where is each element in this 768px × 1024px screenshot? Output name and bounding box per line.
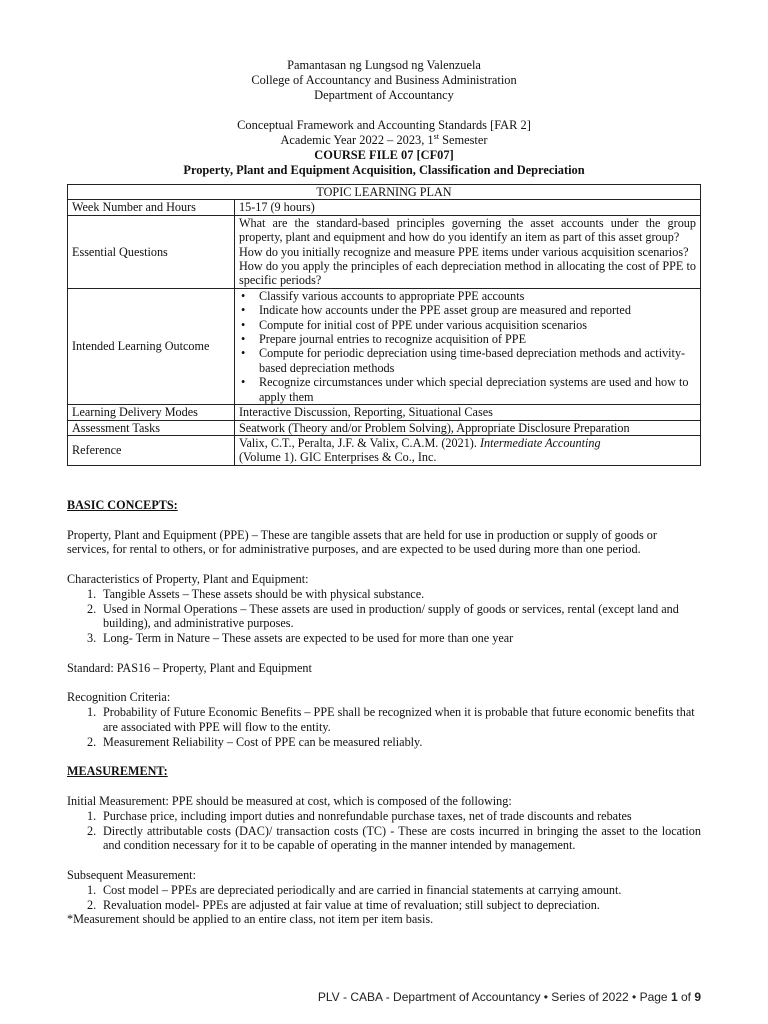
list-item: 2. Revaluation model- PPEs are adjusted at fair value at time of revaluation; still subject to depreciation.	[87, 897, 600, 912]
subsequent-measurement-heading: Subsequent Measurement:	[67, 867, 196, 882]
list-item: 1. Tangible Assets – These assets should be with physical substance.	[87, 586, 425, 601]
measurement-note: *Measurement should be applied to an entire class, not item per item basis.	[67, 912, 434, 927]
course-title: Conceptual Framework and Accounting Standards [FAR 2]	[237, 118, 531, 133]
ilo-list	[239, 289, 696, 404]
essential-question: What are the standard-based principles governing the asset accounts under the group property, plant and equipment and how do you identify an item as part of this asset group?	[239, 215, 696, 245]
reference-label: Reference	[68, 435, 235, 465]
list-item: 1. Probability of Future Economic Benefits – PPE shall be recognized when it is probable that future economic benefits that are associated with PPE will flow to the entity.	[87, 705, 695, 734]
ilo-cell	[235, 288, 701, 404]
subsequent-measurement-list	[67, 883, 701, 913]
list-item: 2. Measurement Reliability – Cost of PPE can be measured reliably.	[87, 734, 423, 749]
assessment-tasks-value: Seatwork (Theory and/or Problem Solving), Appropriate Disclosure Preparation	[235, 420, 701, 435]
characteristics-heading: Characteristics of Property, Plant and Equipment:	[67, 571, 309, 586]
list-item: • Prepare journal entries to recognize acquisition of PPE	[239, 332, 696, 346]
week-label: Week Number and Hours	[68, 200, 235, 215]
assessment-tasks-label: Assessment Tasks	[68, 420, 235, 435]
list-item: • Recognize circumstances under which special depreciation systems are used and how to apply them	[239, 375, 696, 404]
list-item: 2. Used in Normal Operations – These assets are used in production/ supply of goods or services, rental (except land and building), and administrative purposes.	[87, 601, 679, 631]
essential-question: How do you apply the principles of each depreciation method in allocating the cost of PPE to specific periods?	[239, 259, 696, 288]
reference-book-title: Intermediate Accounting	[479, 435, 601, 450]
college-name: College of Accountancy and Business Administration	[251, 72, 517, 87]
initial-measurement-heading: Initial Measurement: PPE should be measured at cost, which is composed of the following:	[67, 793, 512, 808]
page-total: 9	[694, 990, 701, 1004]
recognition-heading: Recognition Criteria:	[67, 690, 171, 705]
characteristics-list	[67, 587, 701, 646]
list-item: • Compute for periodic depreciation using time-based depreciation methods and activity-based depreciation methods	[239, 346, 696, 375]
table-row	[68, 435, 701, 465]
course-file-label: COURSE FILE 07 [CF07]	[314, 147, 454, 162]
recognition-list	[67, 705, 701, 749]
academic-year: Academic Year 2022 – 2023, 1st Semester	[280, 132, 488, 148]
table-row	[68, 288, 701, 404]
page-footer: PLV - CABA - Department of Accountancy • Series of 2022 • Page 1 of 9	[317, 990, 701, 1004]
delivery-modes-label: Learning Delivery Modes	[68, 405, 235, 420]
table-row	[68, 200, 701, 215]
list-item: 1. Purchase price, including import duties and nonrefundable purchase taxes, net of trade discounts and rebates	[87, 808, 632, 823]
list-item: • Classify various accounts to appropriate PPE accounts	[239, 289, 696, 303]
table-row	[68, 215, 701, 288]
basic-concepts-heading: BASIC CONCEPTS:	[67, 498, 178, 512]
reference-value: Valix, C.T., Peralta, J.F. & Valix, C.A.M. (2021). Intermediate Accounting (Volume 1). GIC Enterprises & Co., Inc.	[235, 435, 701, 465]
department-name: Department of Accountancy	[314, 87, 454, 102]
page-number: 1	[670, 990, 678, 1004]
document-header	[0, 58, 768, 178]
measurement-heading: MEASUREMENT:	[67, 764, 168, 779]
ilo-label: Intended Learning Outcome	[68, 288, 235, 404]
table-row	[68, 420, 701, 435]
delivery-modes-value: Interactive Discussion, Reporting, Situational Cases	[235, 405, 701, 420]
week-value: 15-17 (9 hours)	[235, 200, 701, 215]
list-item: • Indicate how accounts under the PPE asset group are measured and reported	[239, 303, 696, 317]
standard-line: Standard: PAS16 – Property, Plant and Equipment	[67, 660, 312, 675]
table-row	[68, 405, 701, 420]
list-item: 1. Cost model – PPEs are depreciated periodically and are carried in financial statements at carrying amount.	[87, 882, 622, 897]
essential-question: How do you initially recognize and measure PPE items under various acquisition scenarios?	[239, 244, 689, 259]
list-item: • Compute for initial cost of PPE under various acquisition scenarios	[239, 318, 696, 332]
list-item: 2. Directly attributable costs (DAC)/ transaction costs (TC) - These are costs incurred in bringing the asset to the location and condition necessary for it to be capable of operating in the manner intended by management.	[87, 823, 701, 853]
list-item: 3. Long- Term in Nature – These assets are expected to be used for more than one year	[87, 631, 514, 646]
topic-learning-plan-table	[67, 184, 701, 466]
university-name: Pamantasan ng Lungsod ng Valenzuela	[287, 58, 481, 72]
essential-questions-cell	[235, 215, 701, 288]
ppe-definition: Property, Plant and Equipment (PPE) – These are tangible assets that are held for use in production or supply of goods or services, for rental to others, or for administrative purposes, and are expected to be used during more than one period.	[67, 527, 657, 557]
table-title: TOPIC LEARNING PLAN	[68, 185, 701, 200]
essential-questions-label: Essential Questions	[68, 215, 235, 288]
document-body	[67, 498, 701, 927]
topic-title: Property, Plant and Equipment Acquisition, Classification and Depreciation	[183, 162, 585, 177]
initial-measurement-list	[67, 809, 701, 853]
